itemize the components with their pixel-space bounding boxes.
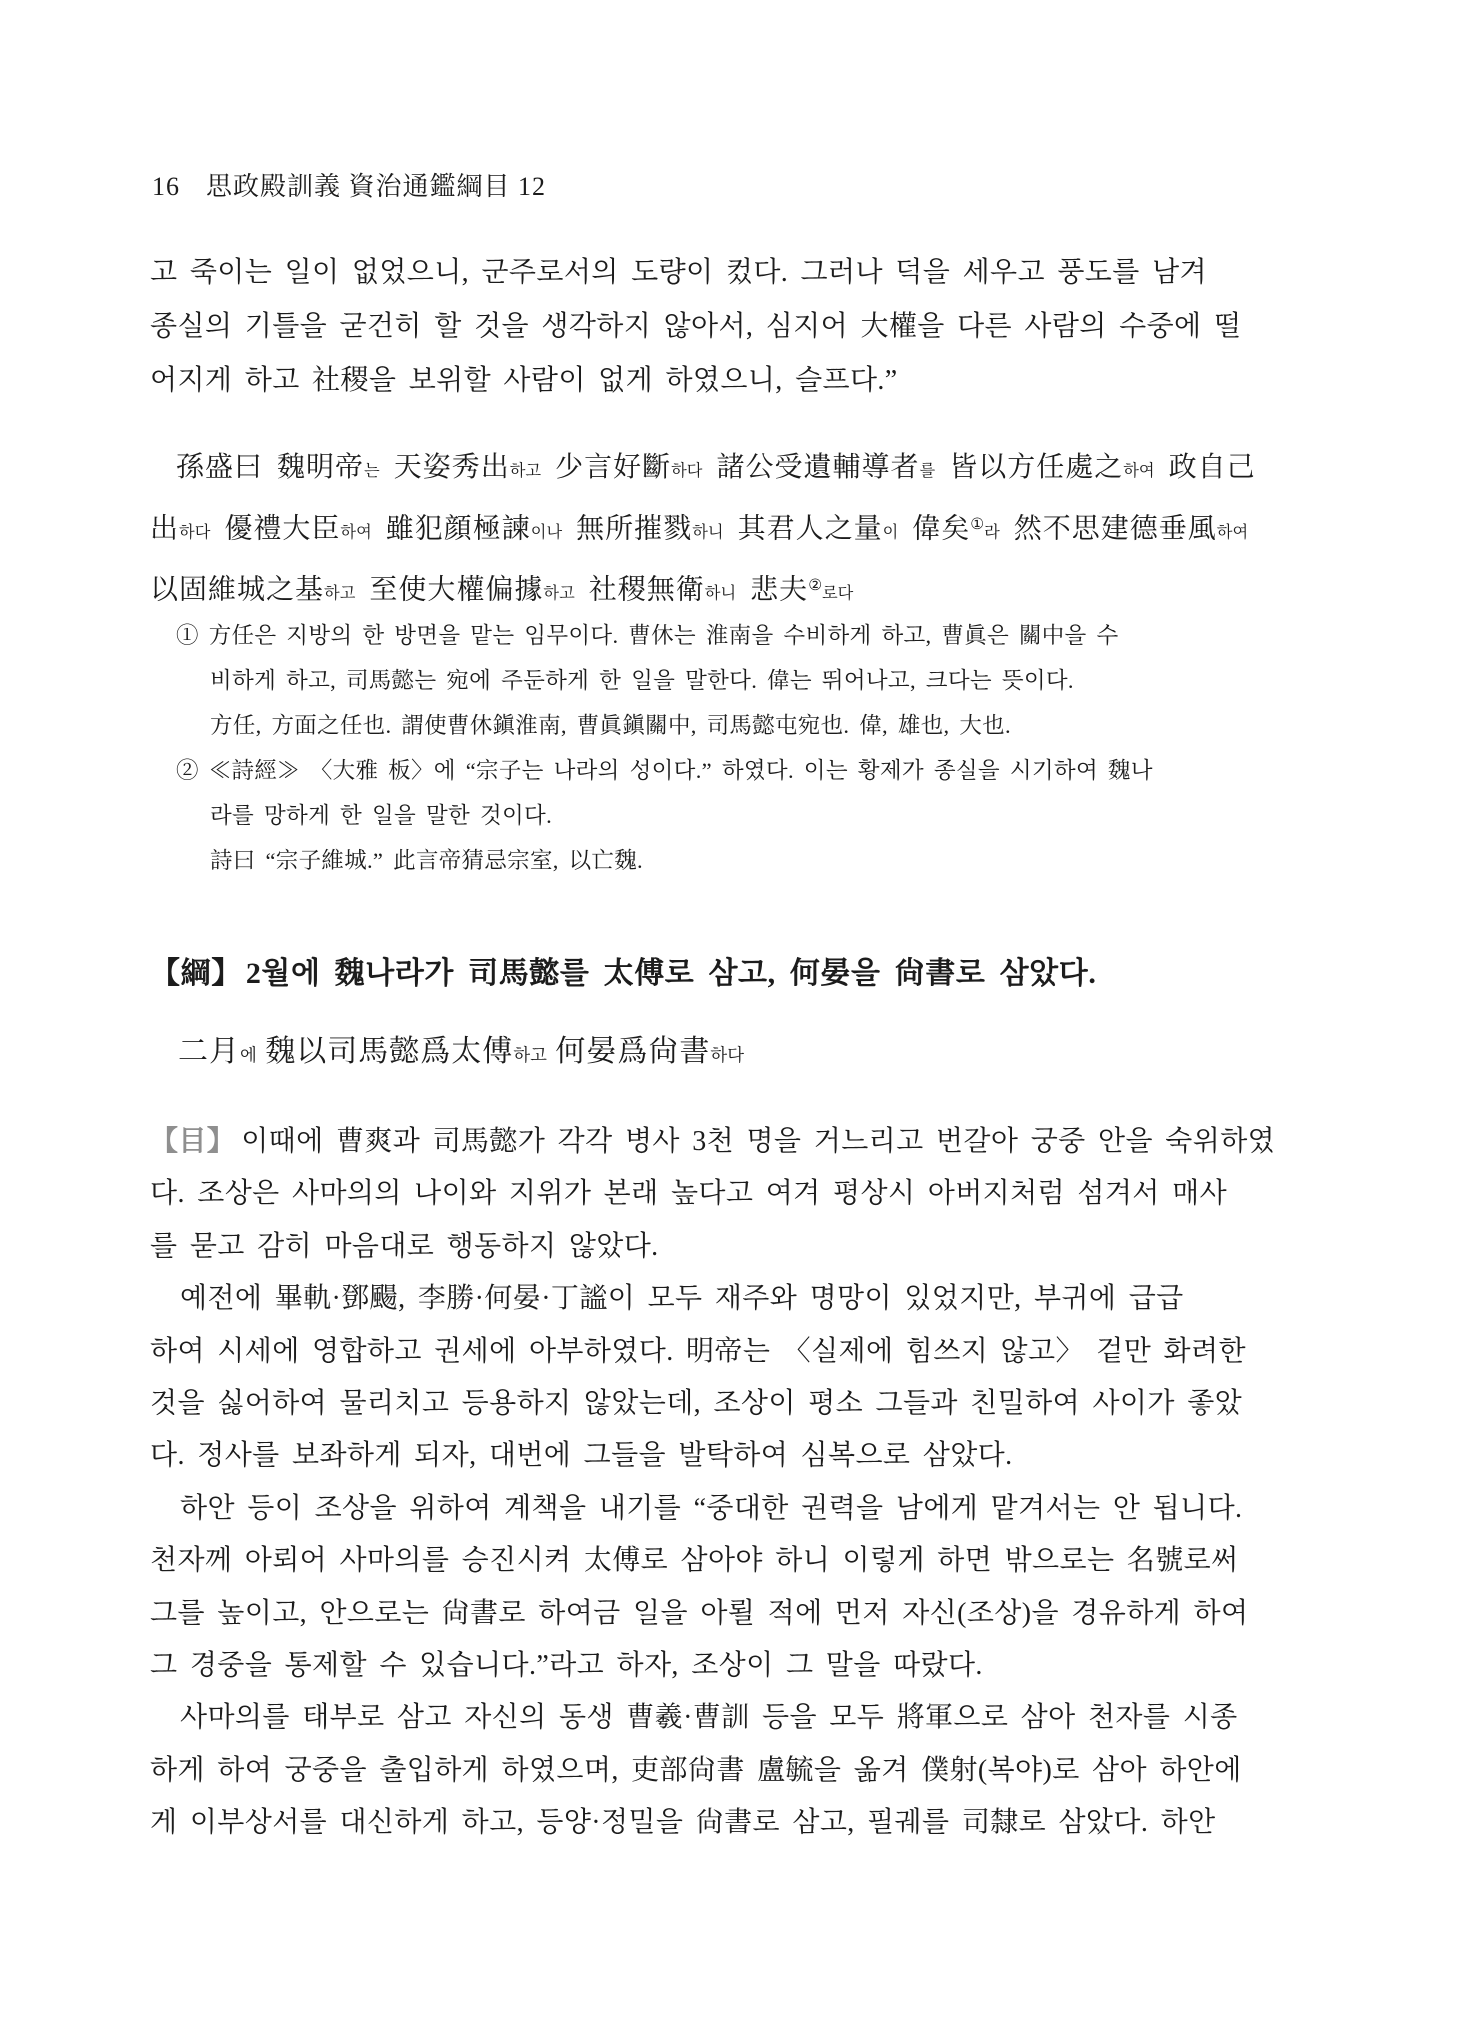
- mok-line: 게 이부상서를 대신하게 하고, 등양·정밀을 尙書로 삼고, 필궤를 司隸로 삼았다. 하안: [150, 1807, 1216, 1839]
- book-title: 思政殿訓義 資治通鑑綱目 12: [206, 172, 547, 201]
- commentary-paragraph: [150, 246, 1340, 408]
- mok-section: [150, 1116, 1345, 1850]
- footnotes-block: [176, 613, 1336, 883]
- hanmun-quotation: [150, 441, 1340, 621]
- hanmun-line: 孫盛曰 魏明帝는 天姿秀出하고 少言好斷하다 諸公受遺輔導者를 皆以方任處之하여 政自己: [176, 452, 1256, 483]
- footnote-line: 方任, 方面之任也. 謂使曹休鎭淮南, 曹眞鎭關中, 司馬懿屯宛也. 偉, 雄也, 大也.: [210, 713, 1011, 738]
- mok-line: 예전에 畢軌·鄧颺, 李勝·何晏·丁謐이 모두 재주와 명망이 있었지만, 부귀에 급급: [180, 1283, 1184, 1315]
- gang-marker: 【綱】: [150, 957, 242, 990]
- mok-line: 천자께 아뢰어 사마의를 승진시켜 太傅로 삼아야 하니 이렇게 하면 밖으로는 名號로써: [150, 1545, 1239, 1577]
- mok-line: 다. 정사를 보좌하게 되자, 대번에 그들을 발탁하여 심복으로 삼았다.: [150, 1440, 1013, 1472]
- hanmun-line: 以固維城之基하고 至使大權偏據하고 社稷無衛하니 悲夫②로다: [150, 574, 854, 606]
- gang-hanmun-line: 二月에 魏以司馬懿爲太傅하고 何晏爲尙書하다: [178, 1035, 745, 1068]
- commentary-line: 어지게 하고 社稷을 보위할 사람이 없게 하였으니, 슬프다.”: [150, 365, 898, 396]
- mok-line: 하여 시세에 영합하고 권세에 아부하였다. 明帝는 〈실제에 힘쓰지 않고〉 겉만 화려한: [150, 1335, 1246, 1367]
- footnote-line: 라를 망하게 한 일을 말한 것이다.: [210, 803, 553, 828]
- mok-line: 그를 높이고, 안으로는 尙書로 하여금 일을 아뢸 적에 먼저 자신(조상)을 경유하게 하여: [150, 1597, 1249, 1629]
- mok-line: 것을 싫어하여 물리치고 등용하지 않았는데, 조상이 평소 그들과 친밀하여 사이가 좋았: [150, 1388, 1243, 1420]
- mok-line: 하게 하여 궁중을 출입하게 하였으며, 吏部尙書 盧毓을 옮겨 僕射(복야)로 삼아 하안에: [150, 1754, 1242, 1786]
- mok-line: [150, 1116, 1345, 1168]
- running-head: [152, 166, 546, 203]
- mok-line: 사마의를 태부로 삼고 자신의 동생 曹羲·曹訓 등을 모두 將軍으로 삼아 천자를 시종: [180, 1702, 1238, 1734]
- gang-text: 2월에 魏나라가 司馬懿를 太傅로 삼고, 何晏을 尙書로 삼았다.: [245, 957, 1097, 990]
- footnote-line: 비하게 하고, 司馬懿는 宛에 주둔하게 한 일을 말한다. 偉는 뛰어나고, 크다는 뜻이다.: [210, 668, 1074, 693]
- mok-marker: 【目】: [150, 1126, 236, 1157]
- commentary-line: 고 죽이는 일이 없었으니, 군주로서의 도량이 컸다. 그러나 덕을 세우고 풍도를 남겨: [150, 257, 1207, 288]
- commentary-line: 종실의 기틀을 굳건히 할 것을 생각하지 않아서, 심지어 大權을 다른 사람의 수중에 떨: [150, 311, 1242, 342]
- gang-heading: [150, 948, 1340, 992]
- mok-line: 를 묻고 감히 마음대로 행동하지 않았다.: [150, 1230, 659, 1262]
- mok-line: 그 경중을 통제할 수 있습니다.”라고 하자, 조상이 그 말을 따랐다.: [150, 1650, 983, 1682]
- hanmun-line: 出하다 優禮大臣하여 雖犯顔極諫이나 無所摧戮하니 其君人之量이 偉矣①라 然不思建德垂風하여: [150, 513, 1249, 545]
- mok-line: 하안 등이 조상을 위하여 계책을 내기를 “중대한 권력을 남에게 맡겨서는 안 됩니다.: [180, 1492, 1243, 1524]
- mok-text: 이때에 曹爽과 司馬懿가 각각 병사 3천 명을 거느리고 번갈아 궁중 안을 숙위하였: [241, 1126, 1276, 1157]
- page-number: 16: [152, 172, 180, 201]
- footnote-line: ① 方任은 지방의 한 방면을 맡는 임무이다. 曹休는 淮南을 수비하게 하고, 曹眞은 關中을 수: [176, 623, 1119, 648]
- mok-line: 다. 조상은 사마의의 나이와 지위가 본래 높다고 여겨 평상시 아버지처럼 섬겨서 매사: [150, 1178, 1228, 1210]
- footnote-line: 詩曰 “宗子維城.” 此言帝猜忌宗室, 以亡魏.: [210, 848, 643, 873]
- footnote-line: ② ≪詩經≫ 〈大雅 板〉에 “宗子는 나라의 성이다.” 하였다. 이는 황제가 종실을 시기하여 魏나: [176, 758, 1153, 783]
